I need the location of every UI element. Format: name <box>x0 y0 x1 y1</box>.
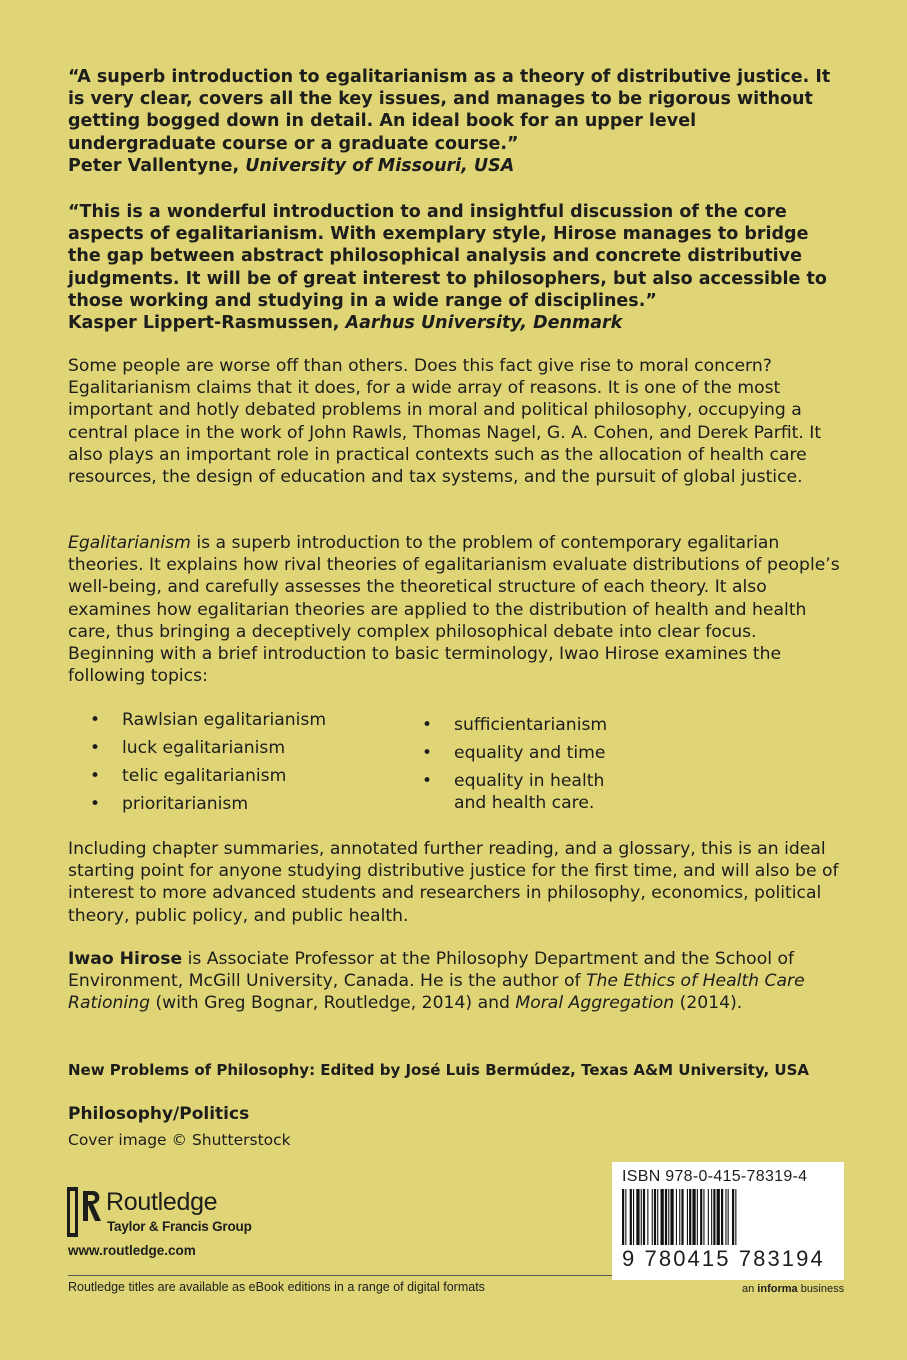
topic-label: sufficientarianism <box>454 715 608 735</box>
bullet-icon: • <box>90 710 101 730</box>
informa-prefix: an <box>742 1283 758 1295</box>
quote-2 <box>68 201 843 334</box>
informa-brand: informa <box>757 1283 798 1295</box>
barcode-bar <box>732 1189 734 1245</box>
barcode-bar <box>687 1189 688 1245</box>
barcode-bar <box>703 1189 704 1245</box>
barcode-bar <box>697 1189 698 1245</box>
barcode-bar <box>681 1189 683 1245</box>
informa-tagline <box>742 1283 844 1295</box>
barcode-bar <box>735 1189 736 1245</box>
barcode-bar <box>622 1189 624 1245</box>
list-item <box>422 770 624 814</box>
bullet-icon: • <box>422 743 433 763</box>
quote-1 <box>68 66 843 177</box>
author-bio <box>68 948 843 1015</box>
publisher-url[interactable]: www.routledge.com <box>68 1243 196 1258</box>
barcode-bar <box>641 1189 642 1245</box>
barcode-bar <box>692 1189 695 1245</box>
barcode-bar <box>636 1189 639 1245</box>
topic-label: prioritarianism <box>122 794 249 814</box>
quote-2-affiliation: Aarhus University, Denmark <box>345 313 623 334</box>
barcode-icon <box>622 1189 834 1245</box>
quote-1-text: “A superb introduction to egalitarianism as a theory of distributive justice. It is very clear, covers all the key issues, and manages to be rigorous without getting bogged down in detail. An ideal book for an upper level undergraduate course or a graduate course.” <box>68 67 831 154</box>
publisher-group: Taylor & Francis Group <box>107 1219 252 1234</box>
topic-label: telic egalitarianism <box>122 766 287 786</box>
barcode-bar <box>625 1189 626 1245</box>
quote-1-affiliation: University of Missouri, USA <box>245 155 515 176</box>
barcode-bar <box>657 1189 658 1245</box>
bullet-icon: • <box>422 715 433 735</box>
barcode-panel <box>612 1162 844 1280</box>
barcode-bar <box>708 1189 709 1245</box>
quote-2-text: “This is a wonderful introduction to and insightful discussion of the core aspects of egalitarianism. With exemplary style, Hirose manages to bridge the gap between abstract philosophical analysis and concrete distributive judgments. It will be of great interest to philosophers, but also accessible to those working and studying in a wide range of disciplines.” <box>68 202 827 311</box>
bullet-icon: • <box>90 766 101 786</box>
description-text: is a superb introduction to the problem of contemporary egalitarian theories. It explains how rival theories of egalitarianism evaluate distributions of people’s well-being, and carefully assesses the theoretical structure of each theory. It also examines how egalitarian theories are applied to the distribution of health and health care, thus bringing a deceptively complex philosophical debate into clear focus. Beginning with a brief introduction to basic terminology, Iwao Hirose examines the following topics: <box>68 533 840 687</box>
list-item <box>90 706 326 734</box>
barcode-bar <box>725 1189 726 1245</box>
topic-label: Rawlsian egalitarianism <box>122 710 327 730</box>
bullet-icon: • <box>422 771 433 791</box>
barcode-bar <box>700 1189 702 1245</box>
barcode-bar <box>633 1189 634 1245</box>
barcode-bar <box>652 1189 653 1245</box>
barcode-bar <box>665 1189 667 1245</box>
topic-label: equality and time <box>454 743 606 763</box>
bullet-icon: • <box>90 738 101 758</box>
barcode-bar <box>661 1189 664 1245</box>
author-name: Iwao Hirose <box>68 949 183 969</box>
topic-label: equality in health and health care. <box>454 771 605 813</box>
topic-label: luck egalitarianism <box>122 738 286 758</box>
barcode-bar <box>630 1189 632 1245</box>
topics-list-right <box>422 711 624 814</box>
list-item <box>90 790 326 818</box>
bio-text: is Associate Professor at the Philosophy Department and the School of Environment, McGill University, Canada. He is the author of <box>68 949 795 992</box>
quote-1-attribution <box>68 155 843 177</box>
barcode-bar <box>689 1189 691 1245</box>
routledge-logo <box>66 1187 266 1243</box>
routledge-vertical-wordmark-icon <box>66 1187 79 1237</box>
ebook-note: Routledge titles are available as eBook editions in a range of digital formats <box>68 1280 485 1294</box>
barcode-bar <box>643 1189 645 1245</box>
book-title: Egalitarianism <box>68 533 191 553</box>
closing-paragraph: Including chapter summaries, annotated further reading, and a glossary, this is an ideal starting point for anyone studying distributive justice for the first time, and will also be of interest to more advanced students and researchers in philosophy, economics, political theory, public policy, and public health. <box>68 839 839 926</box>
barcode-bar <box>676 1189 677 1245</box>
quote-2-attribution <box>68 312 843 334</box>
barcode-bar <box>670 1189 673 1245</box>
list-item <box>422 739 624 767</box>
barcode-bar <box>721 1189 723 1245</box>
quote-1-author: Peter Vallentyne, <box>68 155 240 176</box>
bio-book-2: Moral Aggregation <box>515 993 675 1014</box>
barcode-bar <box>668 1189 669 1245</box>
isbn-label: ISBN 978-0-415-78319-4 <box>622 1168 808 1185</box>
bio-book-1: The Ethics of Health Care Rationing <box>68 971 805 1014</box>
routledge-r-mark-icon <box>80 1189 104 1223</box>
quote-2-author: Kasper Lippert-Rasmussen, <box>68 313 340 334</box>
barcode-digits: 9 780415 783194 <box>622 1246 825 1271</box>
description-paragraph <box>68 532 843 687</box>
informa-suffix: business <box>797 1283 845 1295</box>
barcode-bar <box>713 1189 715 1245</box>
list-item <box>90 734 326 762</box>
barcode-bar <box>711 1189 712 1245</box>
barcode-bar <box>717 1189 720 1245</box>
publisher-name: Routledge <box>106 1188 218 1216</box>
list-item <box>422 711 624 739</box>
barcode-bar <box>679 1189 680 1245</box>
bio-text: (2014). <box>674 993 743 1014</box>
barcode-bar <box>654 1189 656 1245</box>
intro-paragraph: Some people are worse off than others. Does this fact give rise to moral concern? Egalitarianism claims that it does, for a wide array of reasons. It is one of the most important and hotly debated problems in moral and political philosophy, occupying a central place in the work of John Rawls, Thomas Nagel, G. A. Cohen, and Derek Parfit. It also plays an important role in practical contexts such as the allocation of health care resources, the design of education and tax systems, and the pursuit of global justice. <box>68 356 822 488</box>
barcode-bar <box>647 1189 648 1245</box>
list-item <box>90 762 326 790</box>
series-line: New Problems of Philosophy: Edited by José Luis Bermúdez, Texas A&M University, USA <box>68 1061 809 1079</box>
subject-category: Philosophy/Politics <box>68 1104 250 1124</box>
bio-text: (with Greg Bognar, Routledge, 2014) and <box>149 993 516 1014</box>
topics-list-left <box>90 706 326 818</box>
barcode-bar <box>728 1189 729 1245</box>
cover-credit: Cover image © Shutterstock <box>68 1131 291 1149</box>
bullet-icon: • <box>90 794 101 814</box>
